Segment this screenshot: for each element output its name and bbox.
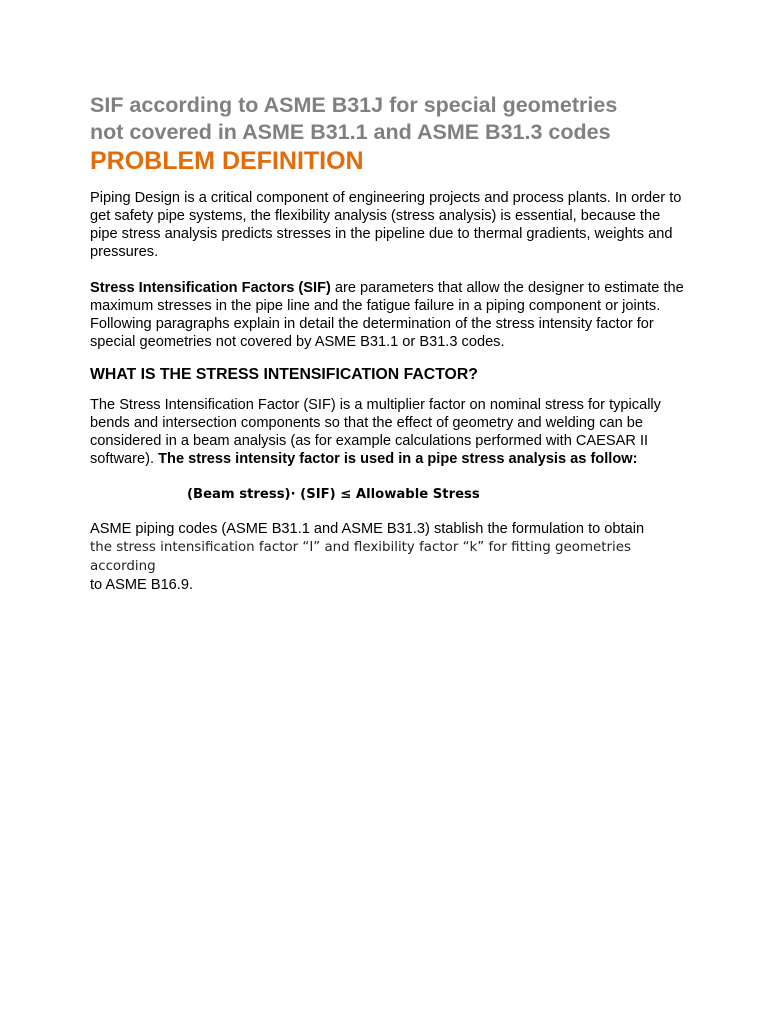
sif-paragraph xyxy=(90,279,690,351)
document-title-line-2: not covered in ASME B31.1 and ASME B31.3 codes xyxy=(90,120,611,144)
document-title-line-1: SIF according to ASME B31J for special geometries xyxy=(90,93,618,117)
codes-paragraph-line-1: ASME piping codes (ASME B31.1 and ASME B31.3) stablish the formulation to obtain xyxy=(90,521,645,537)
what-is-sif-heading: WHAT IS THE STRESS INTENSIFICATION FACTOR? xyxy=(90,366,478,383)
problem-definition-heading: PROBLEM DEFINITION xyxy=(90,147,364,175)
sif-paragraph-text: are parameters that allow the designer to estimate the maximum stresses in the pipe line and the fatigue failure in a piping component or joints. Following paragraphs explain in detail the determination of the stress intensity factor for special geometries not covered by ASME B31.1 or B31.3 codes. xyxy=(90,280,684,350)
definition-paragraph-bold: The stress intensity factor is used in a pipe stress analysis as follow: xyxy=(158,451,638,467)
definition-paragraph xyxy=(90,396,690,468)
codes-paragraph-line-2: the stress intensification factor “I” and flexibility factor “k” for fitting geometries according xyxy=(90,540,631,574)
codes-paragraph xyxy=(90,520,690,594)
sif-term: Stress Intensification Factors (SIF) xyxy=(90,280,331,296)
sif-formula: (Beam stress)· (SIF) ≤ Allowable Stress xyxy=(187,487,480,502)
codes-paragraph-line-3: to ASME B16.9. xyxy=(90,577,194,593)
document-title xyxy=(90,92,690,146)
document-page xyxy=(90,92,690,594)
definition-paragraph-text: The Stress Intensification Factor (SIF) is a multiplier factor on nominal stress for typically bends and intersection components so that the effect of geometry and welding can be considered in a beam analysis (as for example calculations performed with CAESAR II software). xyxy=(90,397,661,467)
intro-paragraph: Piping Design is a critical component of engineering projects and process plants. In order to get safety pipe systems, the flexibility analysis (stress analysis) is essential, because the pipe stress analysis predicts stresses in the pipeline due to thermal gradients, weights and pressures. xyxy=(90,190,682,260)
